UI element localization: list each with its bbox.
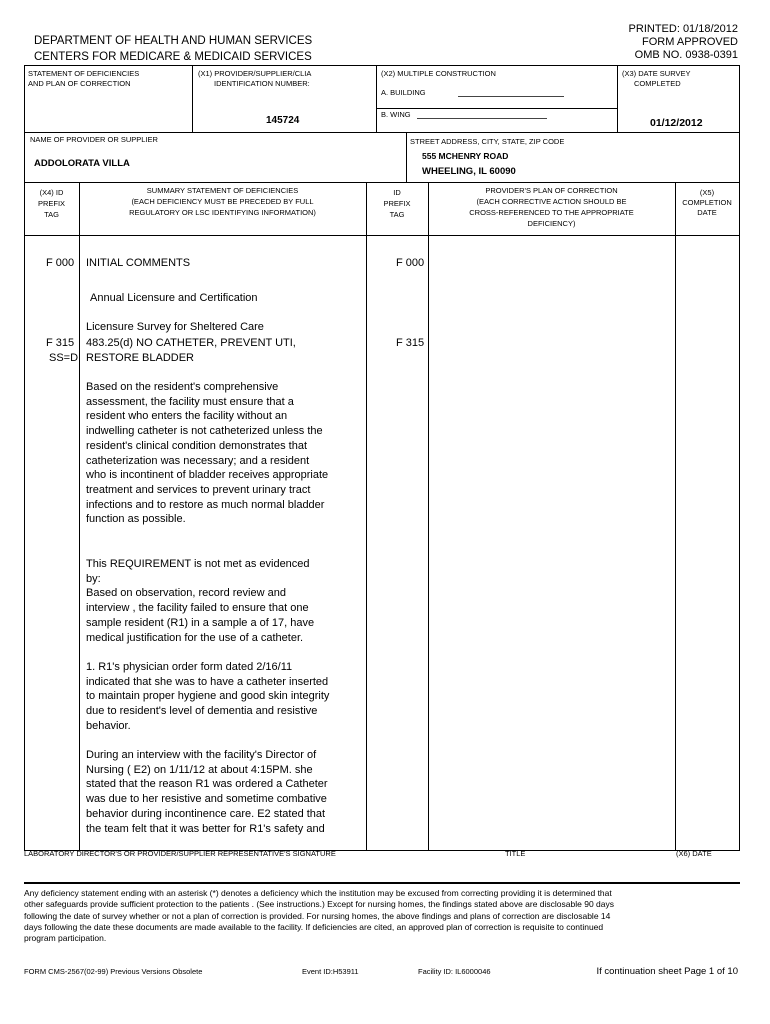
summary-label-1: SUMMARY STATEMENT OF DEFICIENCIES (146, 186, 299, 195)
address-label: STREET ADDRESS, CITY, STATE, ZIP CODE (410, 137, 565, 146)
id-label-1: ID (393, 188, 401, 197)
x5-label-2: COMPLETION (682, 198, 732, 207)
city-state-zip: WHEELING, IL 60090 (422, 166, 516, 177)
scope-severity: SS=D (49, 352, 79, 364)
paragraph-not-met: This REQUIREMENT is not met as evidenced by: Based on observation, record review and interview , the facility failed to ensure that one sample resident (R1) in a sample a of 17, have medical justification for the use of a catheter. (86, 558, 315, 644)
tag-f000: F 000 (46, 257, 75, 269)
plan-label-2: (EACH CORRECTIVE ACTION SHOULD BE (476, 197, 627, 206)
statement-label-1: STATEMENT OF DEFICIENCIES (28, 69, 140, 78)
licensure-survey: Licensure Survey for Sheltered Care (86, 321, 264, 333)
street-address: 555 MCHENRY ROAD (422, 151, 509, 161)
x2-label: (X2) MULTIPLE CONSTRUCTION (381, 69, 496, 78)
x4-label-1: (X4) ID (39, 188, 64, 197)
plan-label-1: PROVIDER'S PLAN OF CORRECTION (485, 186, 618, 195)
centers-title: CENTERS FOR MEDICARE & MEDICAID SERVICES (34, 51, 312, 63)
paragraph-interview: During an interview with the facility's Director of Nursing ( E2) on 1/11/12 at about 4:15PM. she stated that the reason R1 was ordered a Catheter was due to her resistive and sometime combative behavior during incontinence care. E2 stated that the team felt that it was better for R1's safety and (86, 749, 328, 835)
signature-label: LABORATORY DIRECTOR'S OR PROVIDER/SUPPLIER REPRESENTATIVE'S SIGNATURE (24, 849, 336, 858)
x1-label-1: (X1) PROVIDER/SUPPLIER/CLIA (198, 69, 312, 78)
provider-name-label: NAME OF PROVIDER OR SUPPLIER (30, 135, 158, 144)
plan-label-3: CROSS-REFERENCED TO THE APPROPRIATE (469, 208, 634, 217)
regulation-line-2: RESTORE BLADDER (86, 352, 194, 364)
summary-label-2: (EACH DEFICIENCY MUST BE PRECEDED BY FULL (131, 197, 314, 206)
paragraph-requirement: Based on the resident's comprehensive assessment, the facility must ensure that a resident who enters the facility without an indwelling catheter is not catheterized unless the resident's clinical condition demonstrates that catheterization was necessary; and a resident who is incontinent of bladder receives appropriate treatment and services to prevent urinary tract infections and to restore as much normal bladder function as possible. (86, 381, 329, 526)
x4-label-3: TAG (44, 210, 59, 219)
x6-date-label: (X6) DATE (676, 849, 712, 858)
x5-label-3: DATE (697, 208, 717, 217)
id-label-2: PREFIX (383, 199, 411, 208)
form-number: FORM CMS-2567(02-99) Previous Versions Obsolete (24, 967, 203, 976)
tag-f000-right: F 000 (396, 257, 425, 269)
summary-label-3: REGULATORY OR LSC IDENTIFYING INFORMATION) (129, 208, 316, 217)
tag-f315-right: F 315 (396, 337, 425, 349)
wing-label: B. WING (381, 110, 411, 119)
provider-name: ADDOLORATA VILLA (34, 158, 130, 169)
statement-label-2: AND PLAN OF CORRECTION (28, 79, 131, 88)
event-id: Event ID:H53911 (302, 967, 359, 976)
department-title: DEPARTMENT OF HEALTH AND HUMAN SERVICES (34, 35, 313, 47)
plan-label-4: DEFICIENCY) (527, 219, 576, 228)
regulation-line-1: 483.25(d) NO CATHETER, PREVENT UTI, (86, 337, 296, 349)
id-label-3: TAG (389, 210, 405, 219)
x3-label-1: (X3) DATE SURVEY (622, 69, 691, 78)
paragraph-physician-order: 1. R1's physician order form dated 2/16/11 indicated that she was to have a catheter inserted to maintain proper hygiene and good skin integrity due to resident's level of dementia and resistive behavior. (86, 661, 330, 732)
printed-date: PRINTED: 01/18/2012 (628, 23, 738, 35)
provider-id-number: 145724 (266, 115, 300, 126)
facility-id: Facility ID: IL6000046 (418, 967, 491, 976)
page-indicator: If continuation sheet Page 1 of 10 (596, 966, 738, 977)
title-label: TITLE (505, 849, 526, 858)
survey-completed-date: 01/12/2012 (650, 117, 703, 129)
tag-f315: F 315 (46, 337, 75, 349)
annual-licensure: Annual Licensure and Certification (90, 292, 258, 304)
omb-number: OMB NO. 0938-0391 (634, 49, 738, 61)
x1-label-2: IDENTIFICATION NUMBER: (214, 79, 310, 88)
form-approved: FORM APPROVED (642, 36, 738, 48)
x4-label-2: PREFIX (37, 199, 66, 208)
building-label: A. BUILDING (381, 88, 426, 97)
x5-label-1: (X5) (699, 188, 715, 197)
disclaimer: Any deficiency statement ending with an asterisk (*) denotes a deficiency which the institution may be excused from correcting providing it is determined that other safeguards provide sufficient protection to the patients . (See instructions.) Except for nursing homes, the findings stated above are disclosable 90 days following the date of survey whether or not a plan of correction is provided. For nursing homes, the above findings and plans of correction are disclosable 14 days following the date these documents are made available to the facility. If deficiencies are cited, an approved plan of correction is requisite to continued program participation. (24, 888, 614, 944)
initial-comments-heading: INITIAL COMMENTS (86, 257, 191, 269)
x3-label-2: COMPLETED (634, 79, 681, 88)
